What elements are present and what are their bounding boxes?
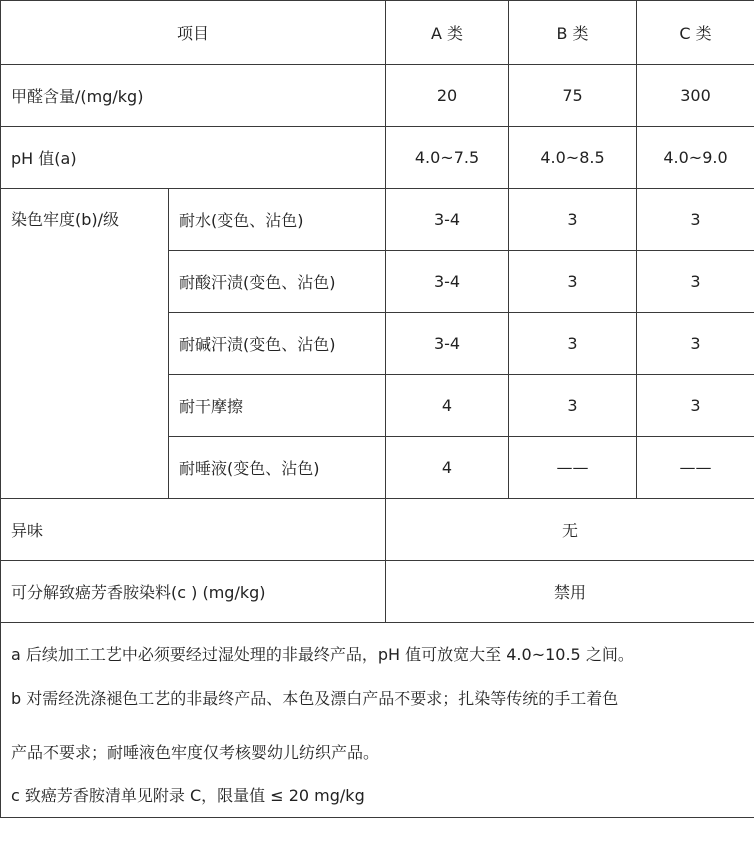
footnote-c: c 致癌芳香胺清单见附录 C，限量值 ≤ 20 mg/kg	[11, 785, 365, 805]
azo-value: 禁用	[386, 561, 754, 623]
odor-value: 无	[386, 499, 754, 561]
colorfastness-item-name: 耐碱汗渍(变色、沾色)	[169, 313, 386, 375]
colorfastness-item-name: 耐干摩擦	[169, 375, 386, 437]
ph-row	[1, 127, 754, 189]
formaldehyde-b: 75	[509, 65, 637, 127]
colorfastness-item-b: 3	[509, 251, 637, 313]
colorfastness-item-c: ——	[637, 437, 754, 499]
colorfastness-item-b: ——	[509, 437, 637, 499]
ph-b: 4.0~8.5	[509, 127, 637, 189]
header-class-a: A 类	[386, 1, 509, 65]
odor-label: 异味	[1, 499, 386, 561]
colorfastness-item-a: 4	[386, 375, 509, 437]
header-row	[1, 1, 754, 65]
colorfastness-item-c: 3	[637, 189, 754, 251]
colorfastness-item-a: 3-4	[386, 251, 509, 313]
notes-row	[1, 623, 754, 818]
colorfastness-item-a: 3-4	[386, 313, 509, 375]
formaldehyde-c: 300	[637, 65, 754, 127]
colorfastness-label: 染色牢度(b)/级	[1, 189, 169, 499]
footnote-a: a 后续加工工艺中必须要经过湿处理的非最终产品，pH 值可放宽大至 4.0~10.5 之间。	[11, 645, 634, 664]
header-item: 项目	[1, 1, 386, 65]
colorfastness-item-a: 4	[386, 437, 509, 499]
odor-row	[1, 499, 754, 561]
footnotes	[1, 623, 754, 818]
ph-c: 4.0~9.0	[637, 127, 754, 189]
header-class-c: C 类	[637, 1, 754, 65]
footnote-b	[11, 686, 744, 766]
header-class-b: B 类	[509, 1, 637, 65]
colorfastness-item-name: 耐酸汗渍(变色、沾色)	[169, 251, 386, 313]
colorfastness-item-b: 3	[509, 313, 637, 375]
footnote-b-line2: 产品不要求；耐唾液色牢度仅考核婴幼儿纺织产品。	[11, 742, 380, 762]
azo-label: 可分解致癌芳香胺染料(c ) (mg/kg)	[1, 561, 386, 623]
footnote-b-line1: b 对需经洗涤褪色工艺的非最终产品、本色及漂白产品不要求；扎染等传统的手工着色	[11, 688, 619, 708]
azo-row	[1, 561, 754, 623]
formaldehyde-label: 甲醛含量/(mg/kg)	[1, 65, 386, 127]
colorfastness-item-c: 3	[637, 375, 754, 437]
colorfastness-item-a: 3-4	[386, 189, 509, 251]
colorfastness-item-b: 3	[509, 375, 637, 437]
colorfastness-item-c: 3	[637, 251, 754, 313]
colorfastness-item-c: 3	[637, 313, 754, 375]
colorfastness-item-name: 耐水(变色、沾色)	[169, 189, 386, 251]
colorfastness-item-name: 耐唾液(变色、沾色)	[169, 437, 386, 499]
formaldehyde-a: 20	[386, 65, 509, 127]
colorfastness-row	[1, 189, 754, 251]
ph-label: pH 值(a)	[1, 127, 386, 189]
colorfastness-item-b: 3	[509, 189, 637, 251]
ph-a: 4.0~7.5	[386, 127, 509, 189]
formaldehyde-row	[1, 65, 754, 127]
